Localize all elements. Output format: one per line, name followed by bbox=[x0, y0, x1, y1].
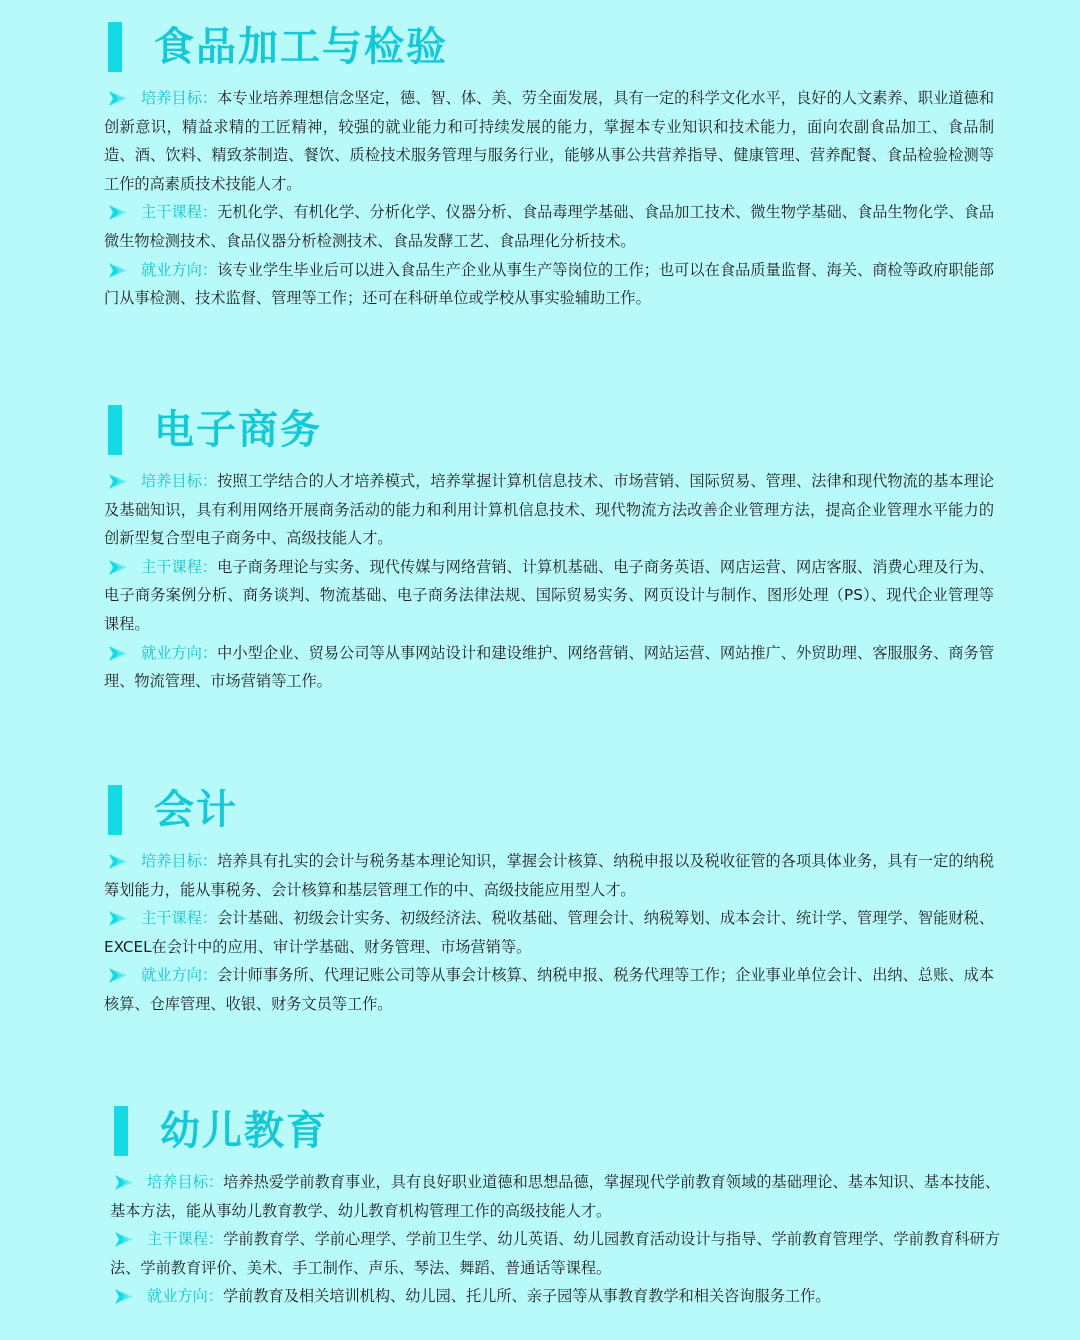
section-item-courses bbox=[104, 553, 994, 639]
section-item-goal bbox=[104, 467, 994, 553]
item-text: 电子商务理论与实务、现代传媒与网络营销、计算机基础、电子商务英语、网店运营、网店客服、消费心理及行为、电子商务案例分析、商务谈判、物流基础、电子商务法律法规、国际贸易实务、网页设计与制作、图形处理（PS）、现代企业管理等课程。 bbox=[104, 557, 995, 633]
item-label: 就业方向： bbox=[141, 643, 218, 662]
play-arrow-icon bbox=[108, 90, 128, 107]
section-item-goal bbox=[110, 1168, 1000, 1225]
item-text: 学前教育学、学前心理学、学前卫生学、幼儿英语、幼儿园教育活动设计与指导、学前教育管理学、学前教育科研方法、学前教育评价、美术、手工制作、声乐、琴法、舞蹈、普通话等课程。 bbox=[110, 1230, 1001, 1277]
item-text: 培养热爱学前教育事业，具有良好职业道德和思想品德，掌握现代学前教育领域的基础理论、基本知识、基本技能、基本方法，能从事幼儿教育教学、幼儿教育机构管理工作的高级技能人才。 bbox=[110, 1173, 1001, 1220]
play-arrow-icon bbox=[114, 1288, 134, 1305]
play-arrow-icon bbox=[108, 262, 128, 279]
item-text: 中小型企业、贸易公司等从事网站设计和建设维护、网络营销、网站运营、网站推广、外贸助理、客服服务、商务管理、物流管理、市场营销等工作。 bbox=[104, 643, 995, 691]
item-label: 培养目标： bbox=[141, 89, 218, 107]
title-accent-bar bbox=[108, 405, 122, 455]
play-arrow-icon bbox=[108, 967, 128, 984]
item-label: 主干课程： bbox=[147, 1230, 224, 1249]
item-label: 就业方向： bbox=[141, 260, 218, 279]
section-item-careers bbox=[110, 1282, 1000, 1311]
item-label: 主干课程： bbox=[141, 909, 218, 928]
play-arrow-icon bbox=[108, 645, 128, 662]
section-header bbox=[104, 405, 994, 467]
section-accounting bbox=[104, 785, 994, 1019]
item-text: 培养具有扎实的会计与税务基本理论知识，掌握会计核算、纳税申报以及税收征管的各项具体业务，具有一定的纳税筹划能力，能从事税务、会计核算和基层管理工作的中、高级技能应用型人才。 bbox=[104, 852, 995, 899]
title-accent-bar bbox=[108, 22, 122, 72]
section-item-courses bbox=[104, 904, 994, 961]
title-accent-bar bbox=[108, 785, 122, 835]
section-item-goal bbox=[104, 84, 994, 198]
section-title: 会计 bbox=[154, 787, 238, 833]
section-header bbox=[104, 22, 994, 84]
play-arrow-icon bbox=[108, 473, 128, 490]
section-early-childhood-education bbox=[110, 1106, 1000, 1311]
item-text: 学前教育及相关培训机构、幼儿园、托儿所、亲子园等从事教育教学和相关咨询服务工作。 bbox=[222, 1287, 831, 1306]
section-item-courses bbox=[104, 198, 994, 255]
item-label: 就业方向： bbox=[147, 1287, 223, 1306]
section-food-processing bbox=[104, 22, 994, 313]
section-header bbox=[104, 785, 994, 847]
section-item-careers bbox=[104, 256, 994, 313]
item-label: 就业方向： bbox=[141, 966, 218, 985]
item-label: 培养目标： bbox=[141, 852, 218, 870]
play-arrow-icon bbox=[108, 853, 128, 870]
item-label: 主干课程： bbox=[141, 557, 218, 576]
section-title: 电子商务 bbox=[154, 407, 322, 453]
play-arrow-icon bbox=[108, 204, 128, 221]
section-item-careers bbox=[104, 639, 994, 696]
play-arrow-icon bbox=[108, 559, 128, 576]
title-accent-bar bbox=[114, 1106, 128, 1156]
section-ecommerce bbox=[104, 405, 994, 696]
item-text: 会计师事务所、代理记账公司等从事会计核算、纳税申报、税务代理等工作；企业事业单位会计、出纳、总账、成本核算、仓库管理、收银、财务文员等工作。 bbox=[104, 966, 995, 1013]
item-label: 培养目标： bbox=[141, 472, 218, 490]
item-text: 本专业培养理想信念坚定，德、智、体、美、劳全面发展，具有一定的科学文化水平，良好的人文素养、职业道德和创新意识，精益求精的工匠精神，较强的就业能力和可持续发展的能力，掌握本专业知识和技术能力，面向农副食品加工、食品制造、酒、饮料、精致茶制造、餐饮、质检技术服务管理与服务行业，能够从事公共营养指导、健康管理、营养配餐、食品检验检测等工作的高素质技术技能人才。 bbox=[104, 89, 995, 193]
item-label: 培养目标： bbox=[147, 1173, 224, 1191]
section-item-careers bbox=[104, 961, 994, 1018]
section-title: 食品加工与检验 bbox=[154, 24, 448, 70]
section-item-goal bbox=[104, 847, 994, 904]
play-arrow-icon bbox=[114, 1231, 134, 1248]
play-arrow-icon bbox=[108, 910, 128, 927]
item-label: 主干课程： bbox=[141, 203, 218, 222]
item-text: 该专业学生毕业后可以进入食品生产企业从事生产等岗位的工作；也可以在食品质量监督、海关、商检等政府职能部门从事检测、技术监督、管理等工作；还可在科研单位或学校从事实验辅助工作。 bbox=[104, 260, 995, 308]
section-title: 幼儿教育 bbox=[160, 1108, 328, 1154]
section-header bbox=[110, 1106, 1000, 1168]
item-text: 会计基础、初级会计实务、初级经济法、税收基础、管理会计、纳税筹划、成本会计、统计学、管理学、智能财税、EXCEL在会计中的应用、审计学基础、财务管理、市场营销等。 bbox=[104, 909, 995, 956]
play-arrow-icon bbox=[114, 1174, 134, 1191]
item-text: 按照工学结合的人才培养模式，培养掌握计算机信息技术、市场营销、国际贸易、管理、法律和现代物流的基本理论及基础知识，具有利用网络开展商务活动的能力和利用计算机信息技术、现代物流方法改善企业管理方法，提高企业管理水平能力的创新型复合型电子商务中、高级技能人才。 bbox=[104, 472, 995, 548]
section-item-courses bbox=[110, 1225, 1000, 1282]
item-text: 无机化学、有机化学、分析化学、仪器分析、食品毒理学基础、食品加工技术、微生物学基础、食品生物化学、食品微生物检测技术、食品仪器分析检测技术、食品发酵工艺、食品理化分析技术。 bbox=[104, 203, 995, 250]
